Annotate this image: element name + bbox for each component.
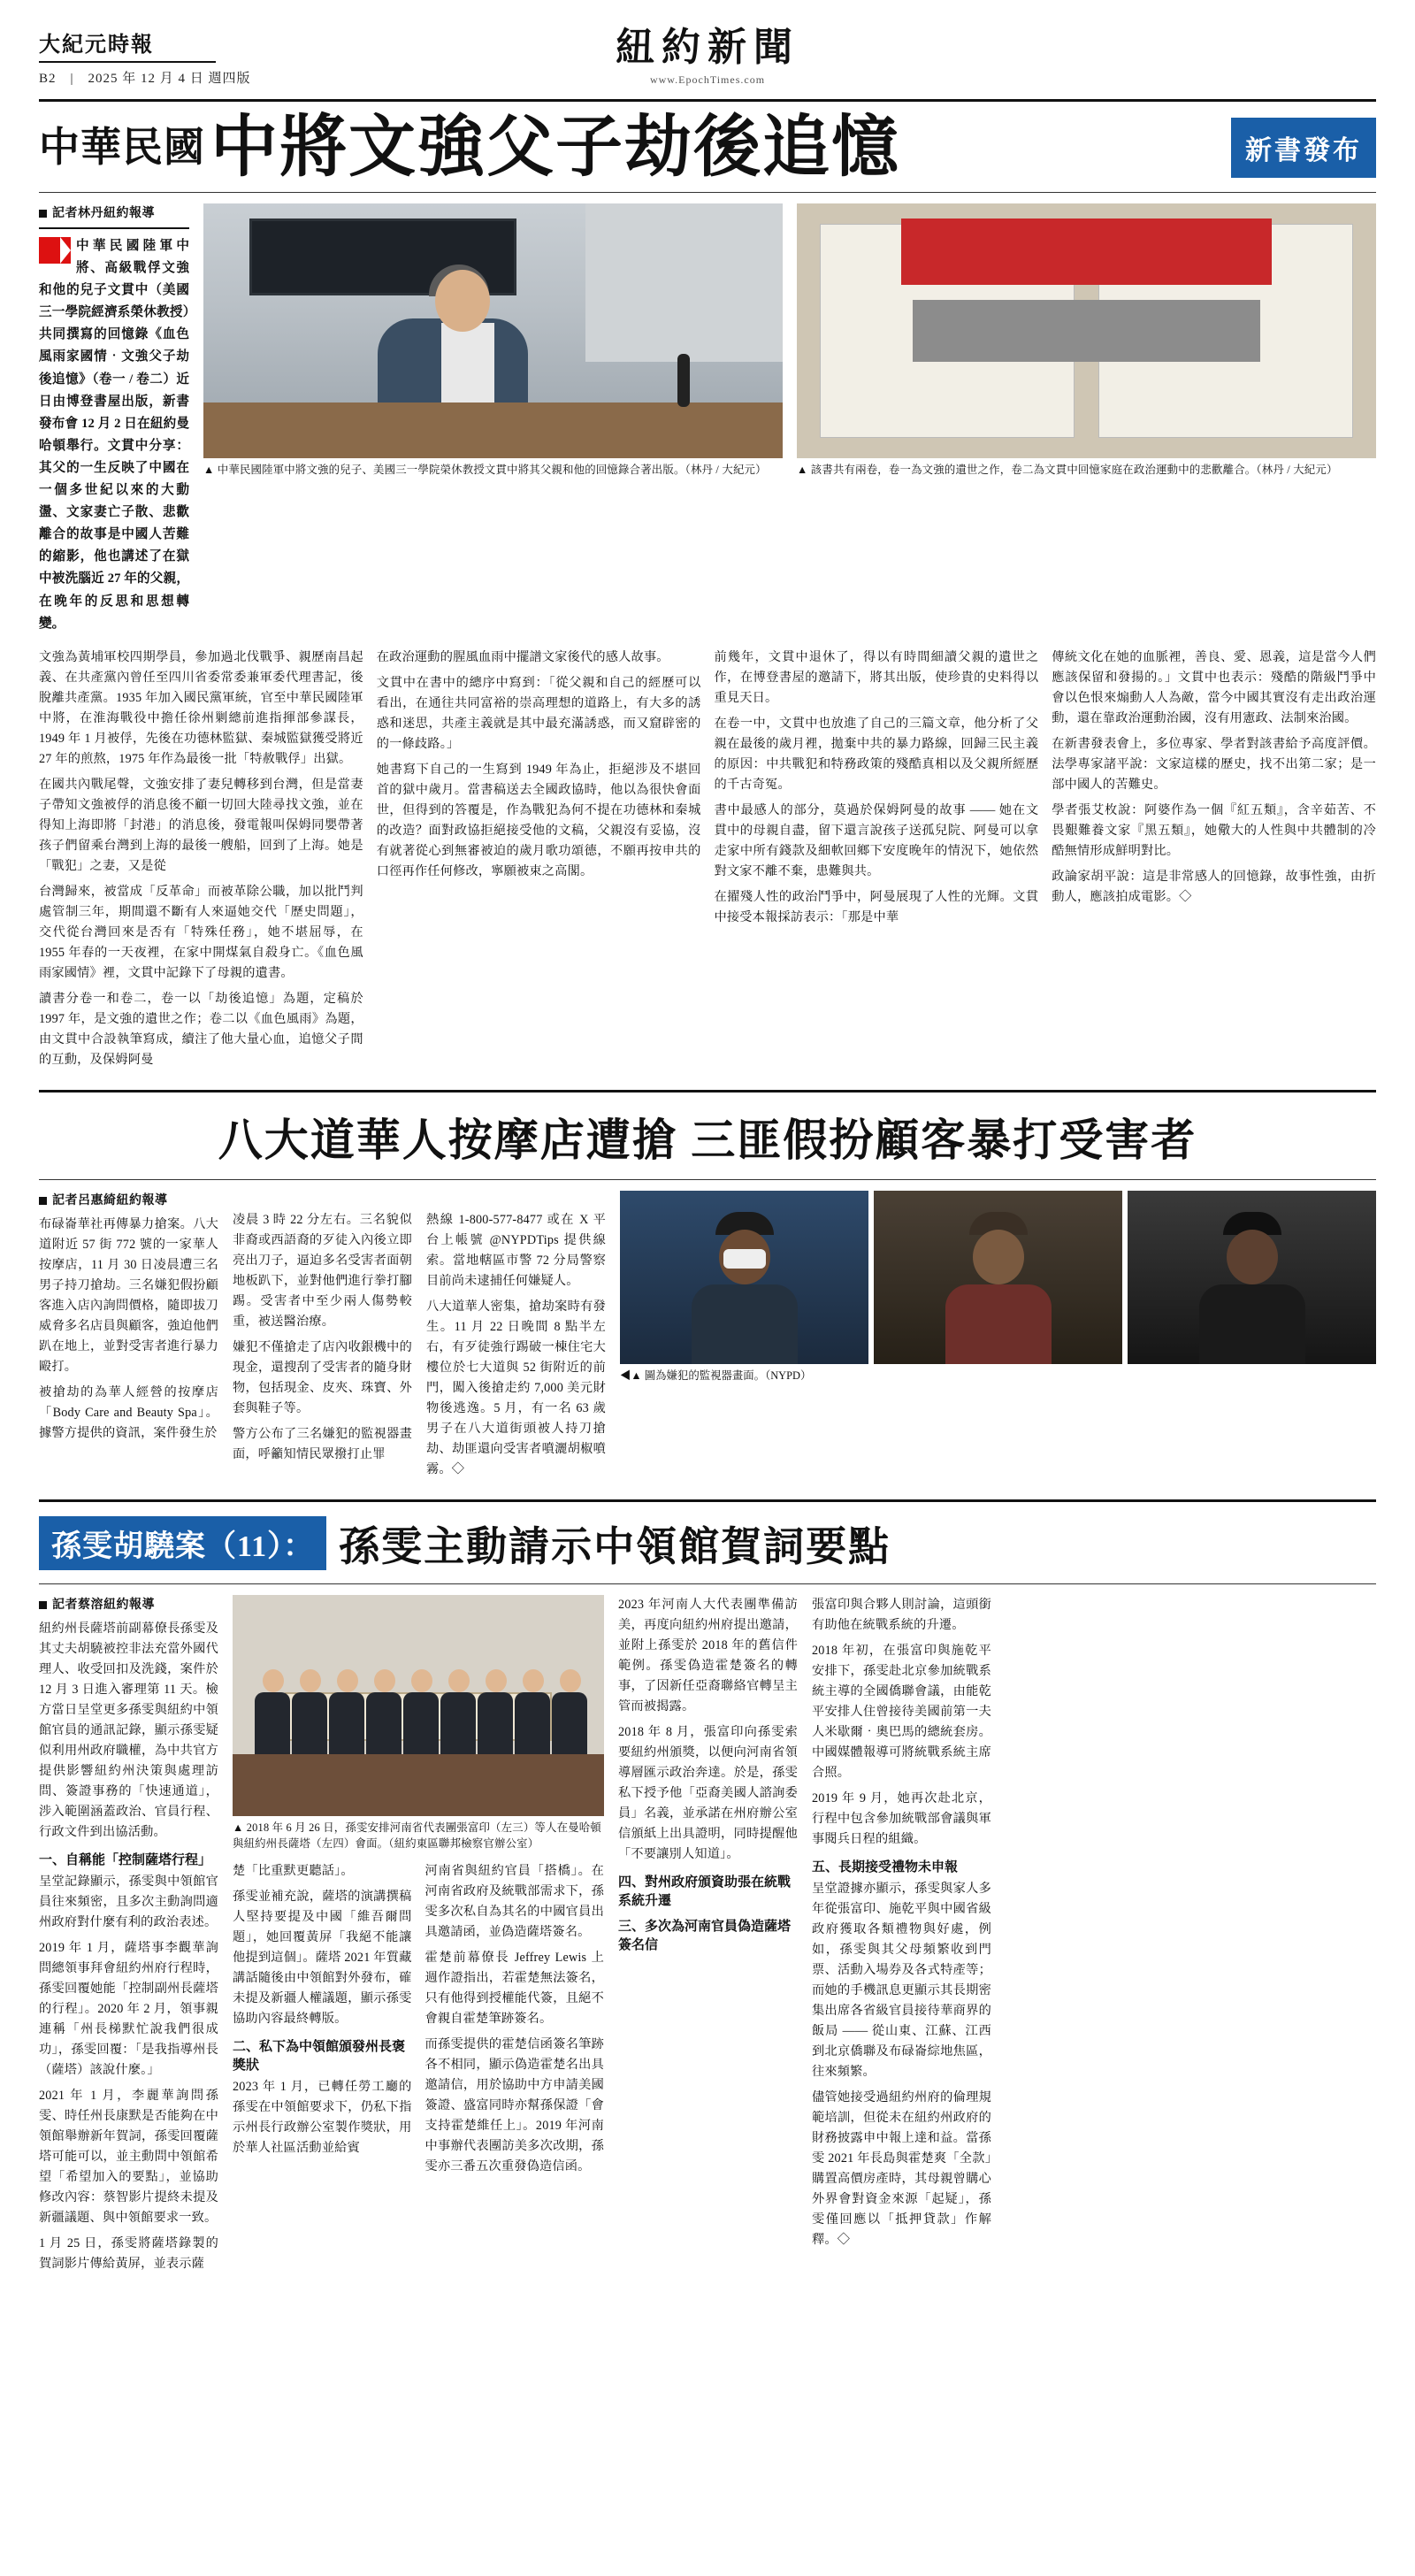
article3-subheading-5: 五、長期接受禮物未申報 — [812, 1859, 959, 1874]
paragraph: 2023 年河南人大代表團準備訪美，再度向紐約州府提出邀請，並附上孫雯於 2018 年的舊信件範例。孫雯偽造霍楚簽名的轉事，了因新任亞裔聯絡官轉呈主管而被揭露。 — [618, 1597, 798, 1714]
article3-rule — [39, 1583, 1376, 1584]
article1-photos — [203, 203, 1376, 635]
person-body — [366, 1692, 402, 1754]
byline-square-icon — [39, 1601, 47, 1609]
paragraph: 河南省與紐約官員「搭橋」。在河南省政府及統戰部需求下，孫雯多次私自為其名的中國官員出具邀請函，並偽造薩塔簽名。 — [424, 1863, 604, 1939]
paragraph: 張富印與合夥人則討論，這頭銜有助他在統戰系統的升遷。 — [812, 1597, 991, 1632]
article3-col-4 — [618, 1595, 798, 2280]
paragraph: 前幾年，文貫中退休了，得以有時間細讀父親的遺世之作，在博登書屋的邀請下，將其出版，使珍貴的史料得以重見天日。 — [714, 649, 1039, 705]
article2-col-3 — [426, 1191, 606, 1485]
delegate-figure — [255, 1669, 292, 1754]
paragraph: 2019 年 9 月，她再次赴北京，行程中包含參加統戰部會議與軍事閱兵日程的組織。 — [812, 1790, 991, 1846]
person-head — [435, 270, 490, 332]
paragraph: 嫌犯不僅搶走了店內收銀機中的現金，還搜刮了受害者的隨身財物，包括現金、皮夾、珠寶、外套與鞋子等。 — [233, 1339, 412, 1415]
article1-col-4 — [1052, 648, 1376, 1076]
microphone-icon — [677, 354, 690, 407]
paragraph: 而孫雯提供的霍楚信函簽名筆跡各不相同，顯示偽造霍楚名出具邀請信，用於協助中方申請美國簽證、盛富同時亦幫孫保證「會支持霍楚維任上」。2019 年河南中事辦代表團訪美多次改期，孫雯亦三番五次重發偽造信函。 — [424, 2036, 604, 2174]
article1-photo2-caption: ▲ 該書共有兩卷，卷一為文強的遺世之作，卷二為文貫中回憶家庭在政治運動中的悲歡離合。（林丹 / 大紀元） — [797, 464, 1338, 476]
paragraph: 孫雯並補充說，薩塔的演講撰稿人堅持要提及中國「維吾爾問題」，她回覆黃屏「我絕不能讓他提到這個」。薩塔 2021 年質藏講話隨後由中領館對外發布，確未提及新疆人權議題，顯示孫雯協助內容最終轉版。 — [233, 1889, 412, 2026]
article1-photo1 — [203, 203, 783, 458]
article1-photo2-block — [797, 203, 1376, 635]
article1-headline — [39, 111, 1376, 185]
article2-photo-caption: ◀▲ 圖為嫌犯的監視器畫面。（NYPD） — [620, 1368, 812, 1382]
section-title: 紐約新聞 — [616, 26, 799, 69]
person-head — [411, 1669, 432, 1692]
paragraph: 政論家胡平說：這是非常感人的回憶錄，故事性強，由折動人，應該拍成電影。◇ — [1052, 869, 1376, 904]
paragraph: 文貫中在書中的總序中寫到：「從父親和自己的經歷可以看出，在通往共同富裕的崇高理想的道路上，有大多的誘惑和迷思，共產主義就是其中最充滿誘惑，而又窟辟密的的一條歧路。」 — [376, 675, 701, 751]
paragraph: 2018 年 8 月，張富印向孫雯索要紐約州頒獎，以便向河南省領導層匯示政治奔達。於是，孫雯私下授予他「亞裔美國人諮詢委員」名義，並承諾在州府辦公室信頒紙上出具證明，同時提醒他「不要讓別人知道」。 — [618, 1724, 798, 1861]
book-photo-right — [936, 300, 1260, 361]
person-body — [478, 1692, 513, 1754]
person-body — [255, 1692, 290, 1754]
paper-name: 大紀元時報 — [39, 34, 154, 57]
paragraph: 在擢殘人性的政治鬥爭中，阿曼展現了人性的光輝。文貫中接受本報採訪表示：「那是中華 — [714, 889, 1039, 924]
article1-headline-prefix: 中華民國 — [39, 124, 205, 170]
paragraph: 在國共內戰尾聲，文強安排了妻兒轉移到台灣，但是當妻子帶知文強被俘的消息後不顧一切回大陸尋找文強，並在得知上海即將「封港」的消息後，發電報叫保姆同嬰帶著孩子們留乘台灣到上海的最後一艘船，回到了上海。她是「戰犯」之妻，又是從 — [39, 777, 363, 873]
paragraph: 八大道華人密集，搶劫案時有發生。11 月 22 日晚間 8 點半左右，有歹徒強行踢破一棟住宅大樓位於七大道與 52 街附近的前門，闖入後搶走約 7,000 美元財物後逃逸。5 月，有一名 63 歲男子在八大道街頭被人持刀搶劫、劫匪還向受害者噴灑胡椒噴霧。◇ — [426, 1299, 606, 1476]
paragraph: 她書寫下自己的一生寫到 1949 年為止，拒絕涉及不堪回首的獄中歲月。當書稿送去全國政協時，他以為很快會面世，但得到的答覆是，作為戰犯為何不提在功德林和秦城的改造？面對政協拒絕接受他的文稿，父親沒有妥協，沒有就著從心到無審被迫的歲月歌功頌德，不願再按申共的口徑再作任何修改，寧願被束之高閣。 — [376, 762, 701, 878]
masthead-center — [419, 28, 996, 87]
article3-col-2 — [233, 1861, 412, 2182]
page-meta: B2 | 2025 年 12 月 4 日 週四版 — [39, 72, 251, 86]
article3-series-tag: 孫雯胡驍案（11）： — [39, 1516, 326, 1570]
paragraph: 霍楚前幕僚長 Jeffrey Lewis 上週作證指出，若霍楚無法簽名，只有他得到授權能代簽，且絕不會親自霍楚筆跡簽名。 — [424, 1950, 604, 2026]
delegate-figure — [478, 1669, 515, 1754]
article3-headline — [39, 1514, 1376, 1573]
website-url: www.EpochTimes.com — [649, 73, 766, 86]
paragraph: 呈堂記錄顯示，孫雯與中領館官員往來頻密，且多次主動詢問適州政府對什麼有利的政治表述。 — [39, 1874, 218, 1929]
article3-photo-caption: ▲ 2018 年 6 月 26 日，孫雯安排河南省代表團張富印（左三）等人在曼哈頓與紐約州長薩塔（左四）會面。（紐約東區聯邦檢察官辦公室） — [233, 1821, 601, 1850]
paragraph: 讀書分卷一和卷二，卷一以「劫後追憶」為題，定稿於 1997 年，是文強的遺世之作；卷二以《血色風雨》為題，由文貫中合設執筆寫成，續注了他大量心血，追憶父子間的互動，及保姆阿曼 — [39, 991, 363, 1067]
article3-subheading-2: 二、私下為中領館頒發州長褒獎狀 — [233, 2039, 406, 2073]
article2-rule — [39, 1179, 1376, 1180]
article1-lead-text: 中華民國陸軍中將、高級戰俘文強和他的兒子文貫中（美國三一學院經濟系榮休教授）共同撰寫的回憶錄《血色風雨家國情‧文強父子劫後追憶》（卷一 / 卷二）近日由博登書屋出版，新書發布會 12 月 2 日在紐約曼哈頓舉行。文貫中分享：其父的一生反映了中國在一個多世紀以來的大動盪、文家妻亡子散、悲歡離合的故事是中國人苦難的縮影，他也講述了在獄中被洗腦近 27 年的父親，在晚年的反思和思想轉變。 — [39, 239, 189, 631]
paragraph: 紐約州長薩塔前副幕僚長孫雯及其丈夫胡驍被控非法充當外國代理人、收受回扣及洗錢，案件於 12 月 3 日進入審理第 11 天。檢方當日呈堂更多孫雯與紐約中領館官員的通訊記錄，顯示孫雯疑似利用州政府職權，為中共官方提供影響紐約州決策與處理訪問、簽證事務的「快速通道」，涉入範圍涵蓋政治、官員行程、行政文件到出協活動。 — [39, 1621, 218, 1839]
paragraph: 2021 年 1 月，李麗華詢問孫雯、時任州長康默是否能夠在中領館舉辦新年賀詞，孫雯回覆薩塔可能可以，並主動問中領館希望「希望加入的要點」，並協助修改內容：蔡智影片提終未提及新疆議題、與中領館要求一致。 — [39, 2088, 218, 2225]
article2-photo-group — [620, 1191, 1376, 1485]
delegate-figure — [403, 1669, 440, 1754]
paragraph: 警方公布了三名嫌犯的監視器畫面，呼籲知情民眾撥打止罪 — [233, 1426, 412, 1461]
suspect-head — [973, 1230, 1024, 1284]
person-head — [560, 1669, 581, 1692]
paragraph: 呈堂證據亦顯示，孫雯與家人多年從張富印、施乾平與中國省級政府獲取各類禮物與好處，例如，孫雯與其父母頻繁收到門票、活動入場券及各式特產等；而她的手機訊息更顯示其長期密集出席各省級官員接待華商界的飯局 —— 從山東、江蘇、江西到北京僑聯及布碌崙綜地焦區，往來頻繁。 — [812, 1881, 991, 2079]
paragraph: 儘管她接受過紐約州府的倫理規範培訓，但從未在紐約州政府的財務披露申中報上達和益。當孫雯 2021 年長島與霍楚爽「全款」購置高價房產時，其母親曾購心外界會對資金來源「起疑」，孫雯僅回應以「抵押貸款」作解釋。◇ — [812, 2089, 991, 2247]
paragraph: 學者張艾枚說：阿婆作為一個『紅五類』，含辛茹苦、不畏艱難養文家『黑五類』，她儆大的人性與中共體制的冷酷無情形成鮮明對比。 — [1052, 802, 1376, 858]
room-floor — [233, 1754, 604, 1816]
article1-badge: 新書發布 — [1231, 118, 1376, 178]
suspect-figure — [1199, 1212, 1305, 1364]
byline-square-icon — [39, 1197, 47, 1205]
table-surface — [203, 402, 783, 458]
person-body — [515, 1692, 550, 1754]
flag-icon — [39, 237, 71, 264]
delegate-figure — [329, 1669, 366, 1754]
person-head — [300, 1669, 321, 1692]
masthead-left — [39, 27, 419, 87]
person-head — [486, 1669, 507, 1692]
suspect-figure — [692, 1212, 798, 1364]
person-head — [523, 1669, 544, 1692]
paragraph: 2019 年 1 月，薩塔事李觀華詢問總領事拜會紐約州府行程時，孫雯回覆她能「控制副州長薩塔的行程」。2020 年 2 月，領事親連稱「州長梯默忙說我們很成功」，孫雯回覆：「是我指導州長（薩塔）該說什麼。」 — [39, 1940, 218, 2077]
article3-subheading-3: 三、多次為河南官員偽造薩塔簽名信 — [618, 1919, 792, 1952]
person-body — [292, 1692, 327, 1754]
article1-photo1-caption: ▲ 中華民國陸軍中將文強的兒子、美國三一學院榮休教授文貫中將其父親和他的回憶錄合著出版。（林丹 / 大紀元） — [203, 464, 767, 476]
masthead-rule — [39, 99, 1376, 102]
article1-headline-main: 中將文強父子劫後追憶 — [210, 111, 900, 185]
article3-body — [39, 1595, 1376, 2280]
article1-col-2 — [377, 648, 701, 1076]
article2-headline: 八大道華人按摩店遭搶 三匪假扮顧客暴打受害者 — [218, 1115, 1197, 1165]
page-footer-space — [39, 2280, 1376, 2285]
paragraph: 凌晨 3 時 22 分左右。三名貌似非裔或西語裔的歹徒入內後立即亮出刀子，逼迫多名受害者面朝地板趴下，並對他們進行拳打腳踢。受害者中至少兩人傷勢較重，被送醫治療。 — [233, 1212, 412, 1329]
delegate-figure — [366, 1669, 403, 1754]
delegate-figure — [515, 1669, 552, 1754]
article3-subheading-1: 一、自稱能「控制薩塔行程」 — [39, 1852, 212, 1867]
paragraph: 在新書發表會上，多位專家、學者對該書給予高度評價。法學專家諸平說：文家這樣的歷史，找不出第二家；是一部中國人的苦難史。 — [1052, 736, 1376, 792]
person-body — [403, 1692, 439, 1754]
article1-lead-column — [39, 203, 189, 635]
article2-col-2 — [233, 1191, 412, 1485]
article1-top — [39, 203, 1376, 635]
delegate-figure — [440, 1669, 478, 1754]
article3-photo-block — [233, 1595, 604, 2280]
article3-photo — [233, 1595, 604, 1816]
article1-rule — [39, 192, 1376, 193]
paragraph: 2023 年 1 月，已轉任勞工廳的孫雯在中領館要求下，仍私下指示州長行政辦公室製作獎狀，用於華人社區活動並給賓 — [233, 2079, 412, 2155]
masthead — [39, 27, 1376, 94]
article2-col-1 — [39, 1191, 218, 1485]
suspect-body — [1199, 1284, 1305, 1364]
paragraph: 被搶劫的為華人經營的按摩店「Body Care and Beauty Spa」。據警方提供的資訊，案件發生於 — [39, 1384, 218, 1440]
logo-rule — [39, 61, 216, 63]
suspect-body — [945, 1284, 1052, 1364]
person-head — [263, 1669, 284, 1692]
suspect-photo-2 — [874, 1191, 1122, 1364]
article1-photo1-block — [203, 203, 783, 635]
person-head — [448, 1669, 470, 1692]
delegate-figure — [292, 1669, 329, 1754]
article3-byline: 記者蔡溶紐約報導 — [39, 1595, 218, 1613]
article2-top-rule — [39, 1090, 1376, 1092]
person-body — [440, 1692, 476, 1754]
paragraph: 文強為黃埔軍校四期學員，參加過北伐戰爭、親歷南昌起義、在共產黨內曾任至四川省委常委兼軍委代理書記，後脫離共產黨。1935 年加入國民黨軍統，官至中華民國陸軍中將，在淮海戰役中擔任徐州剿總前進指揮部參謀長，1949 年 1 月被俘，先後在功德林監獄、秦城監獄獲受將近 27 年的煎熬，1975 年作為最後一批「特赦戰俘」出獄。 — [39, 649, 363, 766]
suspect-figure — [945, 1212, 1052, 1364]
face-mask — [723, 1249, 766, 1269]
paragraph: 布碌崙華社再傳暴力搶案。八大道附近 57 街 772 號的一家華人按摩店，11 月 30 日凌晨遭三名男子持刀搶劫。三名嫌犯假扮顧客進入店內詢問價格，隨即拔刀威脅多名店員與顧客，強迫他們趴在地上，並對受害者進行暴力毆打。 — [39, 1216, 218, 1374]
person-head — [337, 1669, 358, 1692]
article2-byline: 記者呂惠綺紐約報導 — [39, 1191, 218, 1208]
article1-lead-box — [39, 227, 189, 635]
paragraph: 在政治運動的腥風血雨中擺譜文家後代的感人故事。 — [376, 649, 669, 664]
article2-body — [39, 1191, 1376, 1485]
article1-body — [39, 648, 1376, 1076]
paragraph: 楚「比重默更聽話」。 — [233, 1863, 354, 1878]
paragraph: 台灣歸來，被當成「反革命」而被革除公職，加以批鬥判處管制三年，期間還不斷有人來逼她交代「歷史問題」，交代從台灣回來是否有「特殊任務」，她不堪屈辱，在 1955 年春的一天夜裡，在家中開煤氣自殺身亡。《血色風雨家國情》裡，文貫中記錄下了母親的遺書。 — [39, 884, 363, 980]
article3-col-3a — [425, 1861, 605, 2182]
article1-byline: 記者林丹紐約報導 — [39, 203, 189, 221]
article1-photo2 — [797, 203, 1376, 458]
book-cover-title-right — [924, 218, 1272, 285]
wall-panel — [585, 203, 783, 362]
delegate-figure — [552, 1669, 589, 1754]
article3-headline-main: 孫雯主動請示中領館賀詞要點 — [339, 1523, 891, 1569]
article1-col-1 — [39, 648, 363, 1076]
article3-subheading-4: 四、對州政府頒資助張在統戰系統升遷 — [618, 1874, 792, 1908]
article3-top-rule — [39, 1499, 1376, 1502]
paragraph: 書中最感人的部分，莫過於保姆阿曼的故事 —— 她在文貫中的母親自盡，留下還言說孩子送孤兒院、阿曼可以拿走家中所有錢款及細軟回鄉下安度晚年的情況下，她依然對文家不離不棄，患難與共。 — [714, 802, 1039, 878]
paragraph: 傳統文化在她的血脈裡，善良、愛、恩義，這是當今人們應該保留和發揚的。」文貫中也表示：殘酷的階級鬥爭中會以色恨來煽動人人為敵，當今中國其實沒有走出政治運動，還在靠政治運動治國，沒有用憲政、法制來治國。 — [1052, 649, 1376, 725]
paragraph: 熱線 1-800-577-8477 或在 X 平台上帳號 @NYPDTips 提供線索。當地轄區市警 72 分局警察目前尚未逮捕任何嫌疑人。 — [426, 1212, 606, 1288]
article3-col-1 — [39, 1595, 218, 2280]
person-body — [552, 1692, 587, 1754]
person-head — [374, 1669, 395, 1692]
paragraph: 1 月 25 日，孫雯將薩塔錄製的賀詞影片傳給黃屏，並表示薩 — [39, 2235, 218, 2271]
paragraph: 2018 年初，在張富印與施乾平安排下，孫雯赴北京參加統戰系統主導的全國僑聯會議，由能乾平安排人住曾接待美國前第一夫人米歇爾‧奧巴馬的總統套房。中國媒體報導可將統戰系統主席合照。 — [812, 1643, 991, 1780]
suspect-photo-3 — [1128, 1191, 1376, 1364]
person-body — [329, 1692, 364, 1754]
suspect-photo-1 — [620, 1191, 868, 1364]
paragraph: 在卷一中，文貫中也放進了自己的三篇文章，他分析了父親在最後的歲月裡，拋棄中共的暴力路線，回歸三民主義的原因：中共戰犯和特務政策的殘酷真相以及父親所經歷的千古奇冤。 — [714, 716, 1039, 792]
article3-col-5 — [812, 1595, 991, 2280]
suspect-head — [1227, 1230, 1278, 1284]
article1-col-3 — [715, 648, 1039, 1076]
suspect-body — [692, 1284, 798, 1364]
byline-square-icon — [39, 210, 47, 218]
